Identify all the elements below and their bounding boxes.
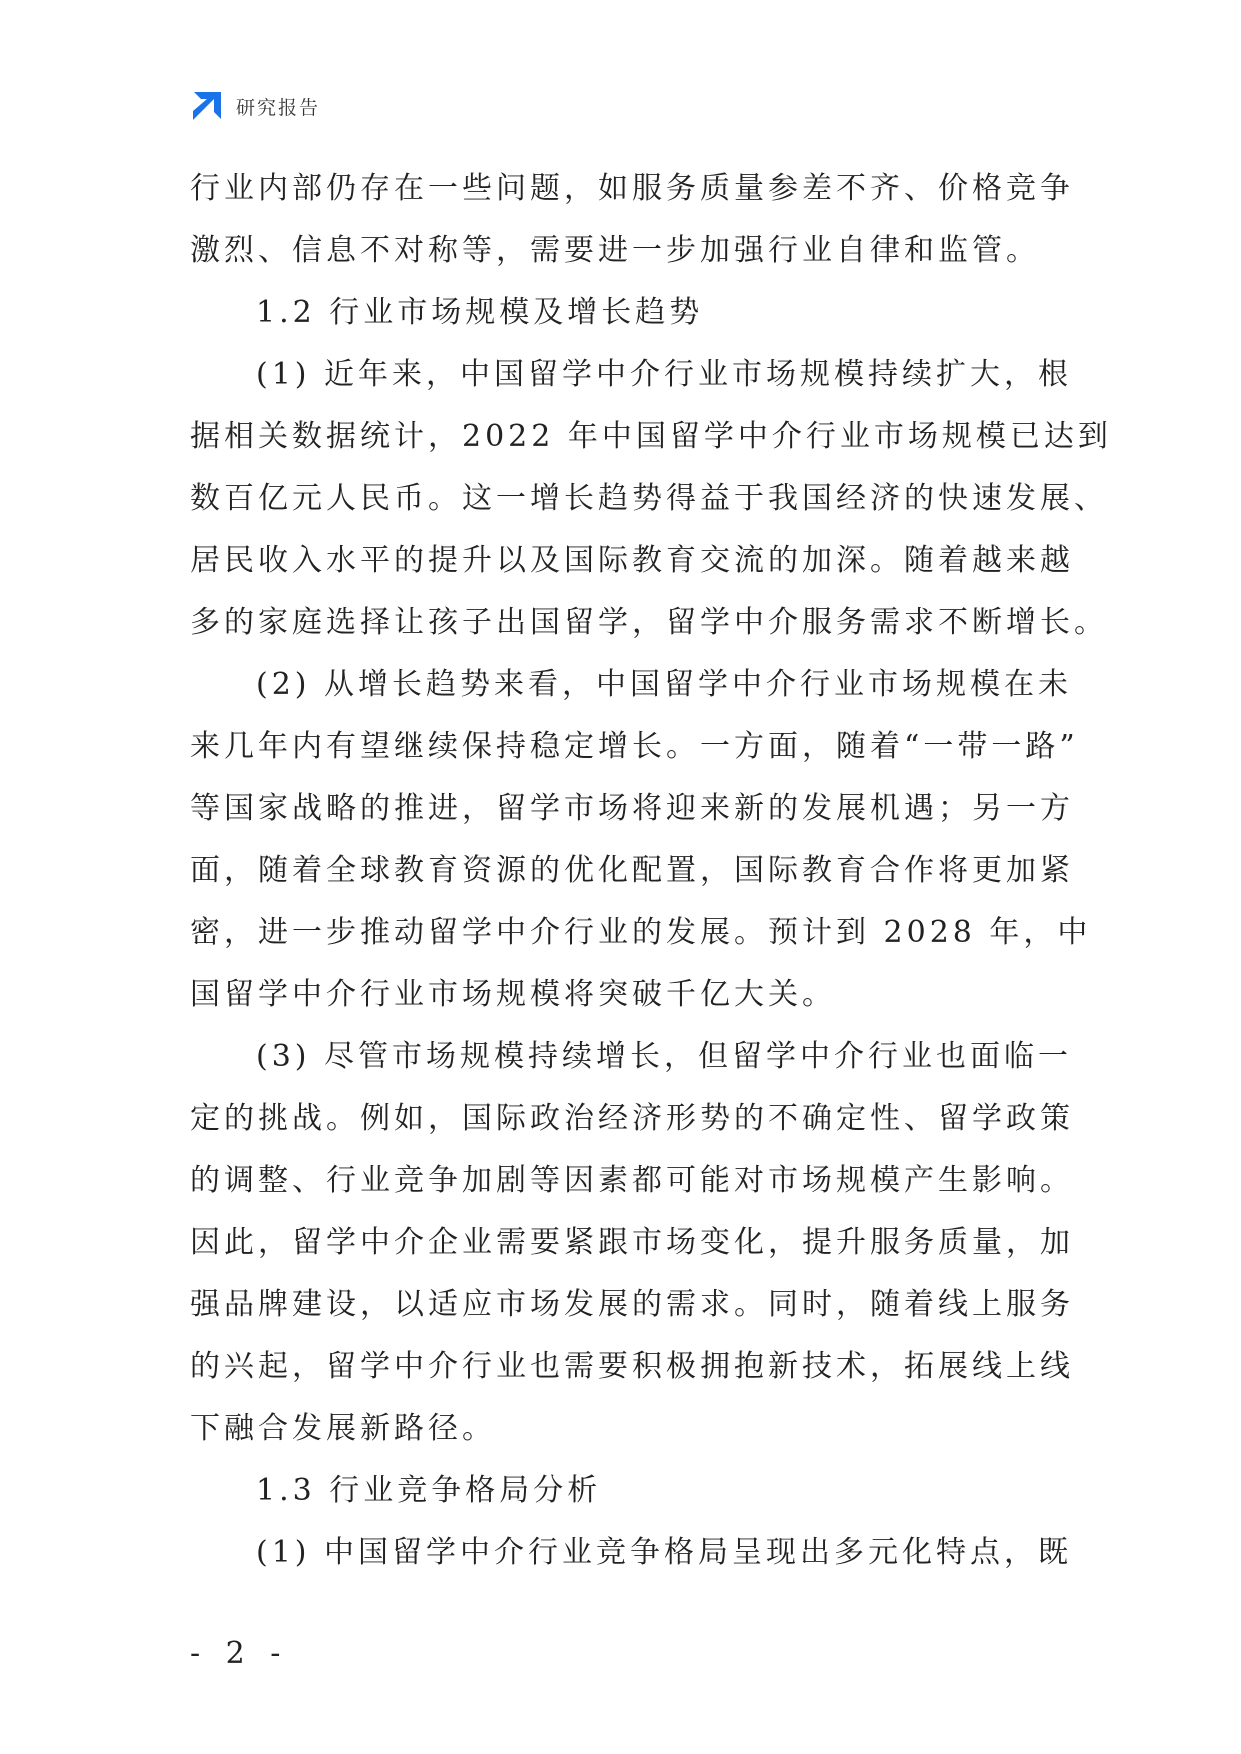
text-line: 据相关数据统计，2022 年中国留学中介行业市场规模已达到 xyxy=(190,419,1112,454)
header-title: 研究报告 xyxy=(236,96,321,119)
text-line: (3) 尽管市场规模持续增长，但留学中介行业也面临一 xyxy=(256,1039,1073,1074)
text-line: 行业内部仍存在一些问题，如服务质量参差不齐、价格竞争 xyxy=(190,171,1074,206)
text-line: 居民收入水平的提升以及国际教育交流的加深。随着越来越 xyxy=(190,543,1074,578)
text-line: 下融合发展新路径。 xyxy=(190,1411,496,1446)
text-line: 的兴起，留学中介行业也需要积极拥抱新技术，拓展线上线 xyxy=(190,1349,1074,1384)
text-line: (2) 从增长趋势来看，中国留学中介行业市场规模在未 xyxy=(256,667,1073,702)
text-line: 国留学中介行业市场规模将突破千亿大关。 xyxy=(190,977,836,1012)
page-header xyxy=(190,88,320,124)
text-line: (1) 近年来，中国留学中介行业市场规模持续扩大，根 xyxy=(256,357,1073,392)
text-line: 等国家战略的推进，留学市场将迎来新的发展机遇；另一方 xyxy=(190,791,1074,826)
text-line: 强品牌建设，以适应市场发展的需求。同时，随着线上服务 xyxy=(190,1287,1074,1322)
text-line: 因此，留学中介企业需要紧跟市场变化，提升服务质量，加 xyxy=(190,1225,1074,1260)
document-body xyxy=(190,158,1112,1584)
page-number: - 2 - xyxy=(190,1636,289,1671)
text-line: 密，进一步推动留学中介行业的发展。预计到 2028 年，中 xyxy=(190,915,1092,950)
section-heading: 1.2 行业市场规模及增长趋势 xyxy=(256,295,704,330)
text-line: 激烈、信息不对称等，需要进一步加强行业自律和监管。 xyxy=(190,233,1040,268)
section-heading: 1.3 行业竞争格局分析 xyxy=(256,1473,602,1508)
text-line: 面，随着全球教育资源的优化配置，国际教育合作将更加紧 xyxy=(190,853,1074,888)
text-line: 来几年内有望继续保持稳定增长。一方面，随着“一带一路” xyxy=(190,729,1079,764)
arrow-up-right-icon xyxy=(190,89,224,123)
text-line: (1) 中国留学中介行业竞争格局呈现出多元化特点，既 xyxy=(256,1535,1073,1570)
text-line: 数百亿元人民币。这一增长趋势得益于我国经济的快速发展、 xyxy=(190,481,1108,516)
text-line: 的调整、行业竞争加剧等因素都可能对市场规模产生影响。 xyxy=(190,1163,1074,1198)
text-line: 定的挑战。例如，国际政治经济形势的不确定性、留学政策 xyxy=(190,1101,1074,1136)
text-line: 多的家庭选择让孩子出国留学，留学中介服务需求不断增长。 xyxy=(190,605,1108,640)
